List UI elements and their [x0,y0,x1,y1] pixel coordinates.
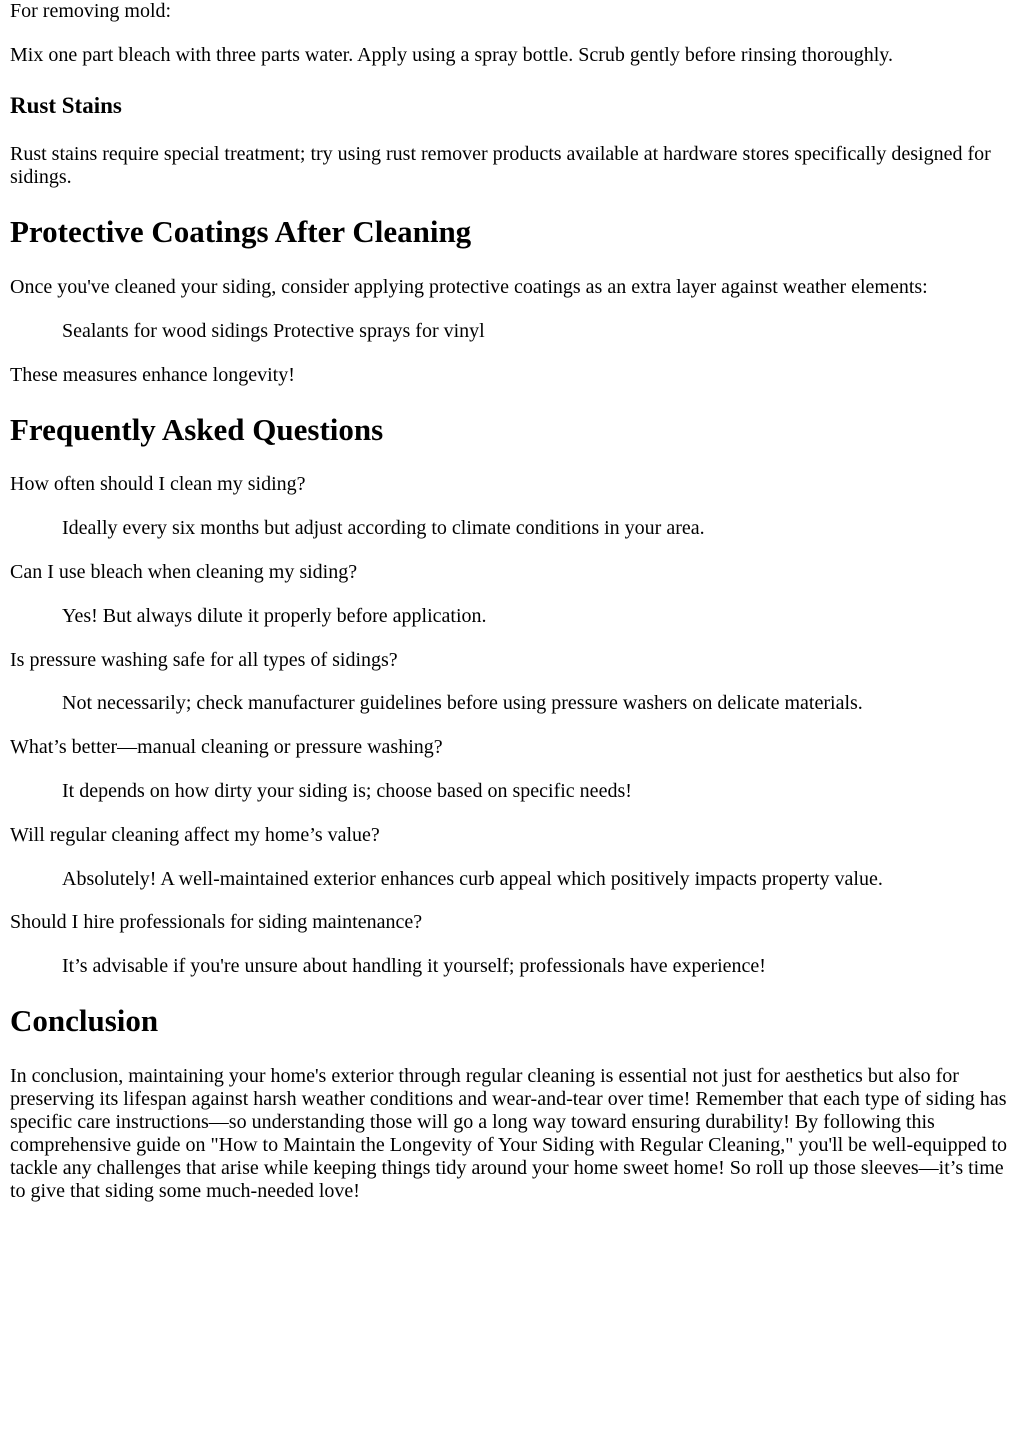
faq-answer: It depends on how dirty your siding is; choose based on specific needs! [62,780,632,802]
faq-question: Can I use bleach when cleaning my siding? [10,561,358,583]
faq-answer: Ideally every six months but adjust according to climate conditions in your area. [62,517,705,539]
faq-question: Is pressure washing safe for all types of sidings? [10,649,398,671]
faq-answer: It’s advisable if you're unsure about handling it yourself; professionals have experience! [62,955,766,977]
conclusion-text: In conclusion, maintaining your home's exterior through regular cleaning is essential not just for aesthetics but also for preserving its lifespan against harsh weather conditions and wear-and-tear over time! Remember that each type of siding has specific care instructions—so understanding those will go a long way toward ensuring durability! By following this comprehensive guide on "How to Maintain the Longevity of Your Siding with Regular Cleaning," you'll be well-equipped to tackle any challenges that arise while keeping things tidy around your home sweet home! So roll up those sleeves—it’s time to give that siding some much-needed love! [10,1065,1008,1202]
rust-stains-heading: Rust Stains [10,93,122,118]
mold-intro: For removing mold: [10,0,172,22]
protective-coatings-outro: These measures enhance longevity! [10,364,295,386]
faq-question: Will regular cleaning affect my home’s value? [10,824,380,846]
faq-answer: Yes! But always dilute it properly before application. [62,605,487,627]
mold-instructions: Mix one part bleach with three parts water. Apply using a spray bottle. Scrub gently before rinsing thoroughly. [10,44,893,66]
protective-coatings-heading: Protective Coatings After Cleaning [10,214,472,249]
faq-question: Should I hire professionals for siding maintenance? [10,911,423,933]
faq-question: How often should I clean my siding? [10,473,306,495]
protective-coatings-intro: Once you've cleaned your siding, consider applying protective coatings as an extra layer against weather elements: [10,276,928,298]
faq-question: What’s better—manual cleaning or pressure washing? [10,736,443,758]
faq-answer: Not necessarily; check manufacturer guidelines before using pressure washers on delicate materials. [62,692,863,714]
faq-heading: Frequently Asked Questions [10,412,384,447]
protective-coatings-list: Sealants for wood sidings Protective sprays for vinyl [62,320,485,342]
conclusion-heading: Conclusion [10,1003,159,1038]
faq-answer: Absolutely! A well-maintained exterior enhances curb appeal which positively impacts property value. [62,868,883,890]
rust-stains-text: Rust stains require special treatment; try using rust remover products available at hardware stores specifically designed for sidings. [10,143,991,188]
